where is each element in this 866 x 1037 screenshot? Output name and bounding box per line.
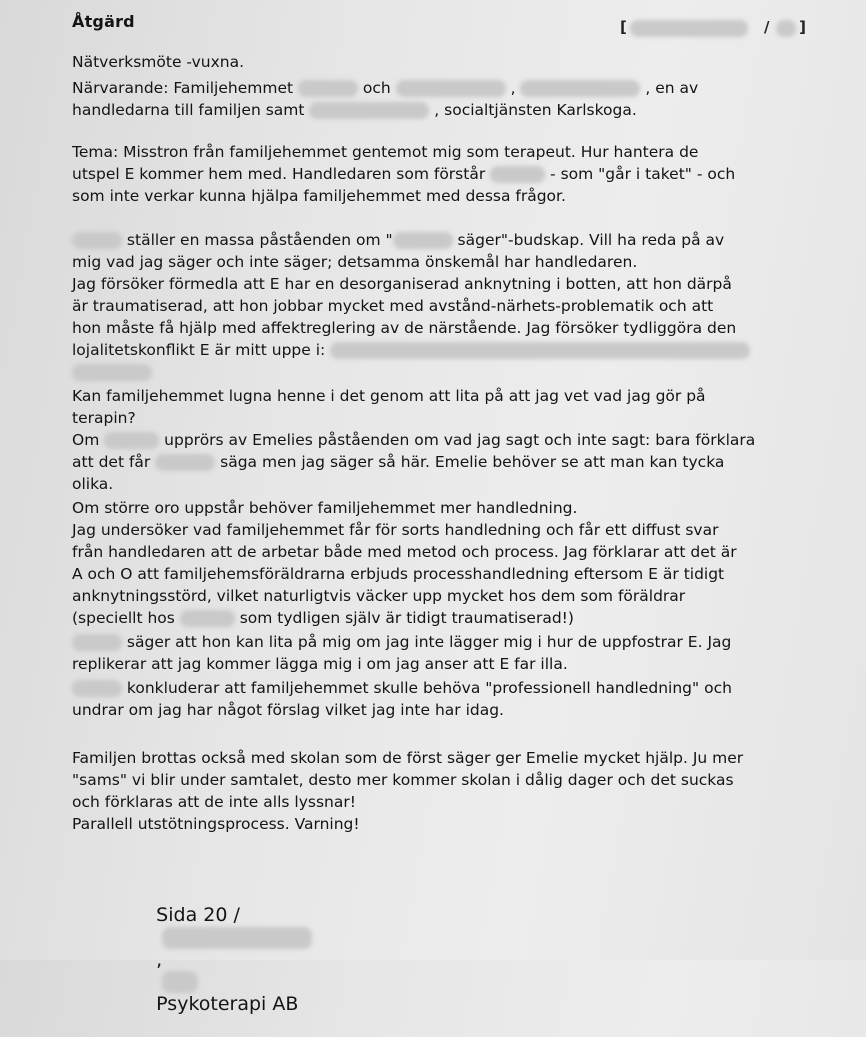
text-run: som tydligen själv är tidigt traumatiserad!)	[234, 609, 574, 627]
footer-comma: ,	[156, 948, 163, 971]
redacted-block	[180, 610, 235, 627]
text-line	[72, 142, 698, 163]
text-run: olika.	[72, 475, 114, 493]
text-line	[72, 520, 718, 541]
text-run: säger"-budskap. Vill ha reda på av	[452, 231, 725, 249]
text-run: och	[358, 79, 396, 97]
text-line	[72, 608, 574, 629]
text-line	[72, 340, 750, 361]
company-name: Psykoterapi AB	[156, 993, 299, 1015]
text-run: konkluderar att familjehemmet skulle behöva "professionell handledning" och	[122, 679, 732, 697]
text-run: undrar om jag har något förslag vilket jag inte har idag.	[72, 701, 504, 719]
text-run: Tema: Misstron från familjehemmet gentemot mig som terapeut. Hur hantera de	[72, 143, 699, 161]
reference-field	[620, 18, 806, 40]
text-line	[72, 770, 734, 791]
text-line	[72, 700, 504, 721]
text-run: , socialtjänsten Karlskoga.	[429, 101, 637, 119]
text-run: mig vad jag säger och inte säger; detsamma önskemål har handledaren.	[72, 253, 638, 271]
text-run: Familjen brottas också med skolan som de först säger ger Emelie mycket hjälp. Ju mer	[72, 749, 744, 767]
text-run: och förklaras att de inte alls lyssnar!	[72, 793, 356, 811]
ref-close-bracket: ]	[799, 18, 806, 36]
text-line	[72, 542, 737, 563]
text-run: utspel E kommer hem med. Handledaren som förstår	[72, 165, 491, 183]
text-run: hon måste få hjälp med affektreglering av de närstående. Jag försöker tydliggöra den	[72, 319, 737, 337]
text-line	[72, 362, 152, 383]
text-line	[72, 408, 136, 429]
text-run: Jag undersöker vad familjehemmet får för sorts handledning och får ett diffust svar	[72, 521, 719, 539]
redacted-block	[72, 364, 152, 381]
text-line	[72, 186, 566, 207]
section-heading: Åtgärd	[72, 12, 135, 31]
text-run: terapin?	[72, 409, 136, 427]
text-run: (speciellt hos	[72, 609, 180, 627]
redacted-block	[162, 971, 198, 993]
text-run: Kan familjehemmet lugna henne i det genom att lita på att jag vet vad jag gör på	[72, 387, 706, 405]
text-run: ställer en massa påståenden om "	[122, 231, 393, 249]
text-run: säga men jag säger så här. Emelie behöver se att man kan tycka	[215, 453, 725, 471]
text-run: ,	[505, 79, 521, 97]
text-run: upprörs av Emelies påståenden om vad jag sagt och inte sagt: bara förklara	[159, 431, 756, 449]
text-line	[72, 654, 568, 675]
redacted-block	[298, 80, 358, 97]
text-run: Om	[72, 431, 105, 449]
redacted-block	[490, 166, 545, 183]
redacted-block	[155, 454, 215, 471]
redacted-block	[630, 20, 748, 37]
ref-open-bracket: [	[620, 18, 627, 36]
page-number: Sida 20 /	[156, 904, 240, 926]
text-line	[72, 52, 244, 73]
text-run: Om större oro uppstår behöver familjehemmet mer handledning.	[72, 499, 578, 517]
redacted-block	[72, 680, 122, 697]
text-run: är traumatiserad, att hon jobbar mycket med avstånd-närhets-problematik och att	[72, 297, 714, 315]
text-run: Närvarande: Familjehemmet	[72, 79, 298, 97]
text-line	[72, 274, 732, 295]
redacted-block	[396, 80, 506, 97]
text-line	[72, 586, 685, 607]
text-line	[72, 474, 113, 495]
text-line	[72, 678, 732, 699]
text-line	[72, 386, 706, 407]
text-line	[72, 296, 713, 317]
text-run: - som "går i taket" - och	[545, 165, 736, 183]
redacted-block	[104, 432, 159, 449]
text-run: från handledaren att de arbetar både med metod och process. Jag förklarar att det är	[72, 543, 737, 561]
text-run: handledarna till familjen samt	[72, 101, 310, 119]
text-line	[72, 814, 360, 835]
text-line	[72, 318, 736, 339]
text-run: Nätverksmöte -vuxna.	[72, 53, 245, 71]
text-line	[72, 230, 724, 251]
text-run: som inte verkar kunna hjälpa familjehemmet med dessa frågor.	[72, 187, 566, 205]
redacted-block	[393, 232, 453, 249]
text-line	[72, 252, 637, 273]
text-run: att det får	[72, 453, 156, 471]
redacted-block	[162, 927, 312, 949]
text-line	[72, 792, 356, 813]
text-run: replikerar att jag kommer lägga mig i om jag anser att E far illa.	[72, 655, 568, 673]
text-line	[72, 100, 637, 121]
text-line	[72, 78, 698, 99]
ref-separator: /	[764, 18, 770, 36]
text-line	[72, 748, 743, 769]
redacted-block	[309, 102, 429, 119]
text-run: säger att hon kan lita på mig om jag inte lägger mig i hur de uppfostrar E. Jag	[122, 633, 732, 651]
redacted-block	[72, 634, 122, 651]
redacted-block	[330, 342, 750, 359]
text-line	[72, 164, 735, 185]
text-line	[72, 498, 577, 519]
text-run: Jag försöker förmedla att E har en desorganiserad anknytning i botten, att hon därpå	[72, 275, 732, 293]
text-line	[72, 430, 755, 451]
text-run: Parallell utstötningsprocess. Varning!	[72, 815, 360, 833]
text-run: lojalitetskonflikt E är mitt uppe i:	[72, 341, 331, 359]
text-run: , en av	[640, 79, 699, 97]
text-run: A och O att familjehemsföräldrarna erbjuds processhandledning eftersom E är tidigt	[72, 565, 725, 583]
text-line	[72, 564, 724, 585]
redacted-block	[72, 232, 122, 249]
text-line	[72, 452, 724, 473]
text-line	[72, 632, 731, 653]
redacted-block	[520, 80, 640, 97]
redacted-block	[776, 20, 796, 37]
text-run: anknytningsstörd, vilket naturligtvis väcker upp mycket hos dem som föräldrar	[72, 587, 686, 605]
text-run: "sams" vi blir under samtalet, desto mer kommer skolan i dålig dager och det suckas	[72, 771, 734, 789]
